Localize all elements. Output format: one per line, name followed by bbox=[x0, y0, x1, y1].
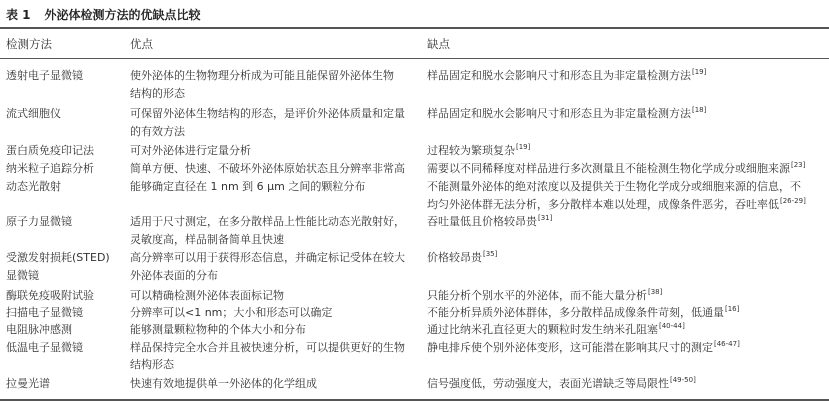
citation: [19] bbox=[516, 143, 531, 151]
cons-text: 信号强度低，劳动强度大，表面光谱缺乏等局限性 bbox=[427, 377, 669, 390]
citation: [49-50] bbox=[670, 376, 696, 384]
cons-cell bbox=[427, 68, 706, 84]
cons-text: 只能分析个别水平的外泌体，而不能大量分析 bbox=[427, 289, 647, 302]
citation: [31] bbox=[538, 214, 553, 222]
citation: [40-44] bbox=[659, 322, 685, 330]
top-rule bbox=[0, 27, 829, 29]
cons-text: 静电排斥使个别外泌体变形，这可能潜在影响其尺寸的测定 bbox=[427, 341, 713, 354]
pros-cell: 样品保持完全水合并且被快速分析，可以提供更好的生物 bbox=[130, 341, 405, 354]
pros-cell-line2: 结构的形态 bbox=[130, 87, 185, 100]
method-cell: 低温电子显微镜 bbox=[6, 341, 83, 354]
method-cell: 电阻脉冲感测 bbox=[6, 323, 72, 336]
cons-cell-line2 bbox=[427, 197, 806, 213]
citation: [26-29] bbox=[780, 197, 806, 205]
cons-cell bbox=[427, 106, 706, 122]
header-method: 检测方法 bbox=[6, 37, 52, 51]
cons-cell bbox=[427, 305, 739, 321]
method-cell-line2: 显微镜 bbox=[6, 269, 39, 282]
citation: [19] bbox=[692, 68, 707, 76]
pros-cell: 能够测量颗粒物种的个体大小和分布 bbox=[130, 323, 306, 336]
cons-cell bbox=[427, 161, 805, 177]
header-pros: 优点 bbox=[130, 37, 153, 51]
citation: [35] bbox=[483, 250, 498, 258]
pros-cell: 快速有效地提供单一外泌体的化学组成 bbox=[130, 377, 317, 390]
method-cell: 纳米粒子追踪分析 bbox=[6, 162, 94, 175]
cons-text: 均匀外泌体群无法分析，多分散样本难以处理，成像条件恶劣，吞吐率低 bbox=[427, 198, 779, 211]
citation: [16] bbox=[725, 305, 740, 313]
citation: [18] bbox=[692, 106, 707, 114]
pros-cell-line2: 灵敏度高，样品制备简单且快速 bbox=[130, 233, 284, 246]
method-cell: 扫描电子显微镜 bbox=[6, 306, 83, 319]
cons-cell bbox=[427, 322, 685, 338]
method-cell: 蛋白质免疫印记法 bbox=[6, 144, 94, 157]
pros-cell: 可以精确检测外泌体表面标记物 bbox=[130, 289, 284, 302]
cons-cell bbox=[427, 340, 740, 356]
table-number: 表 1 bbox=[6, 8, 31, 22]
table-title bbox=[6, 6, 201, 23]
pros-cell: 可对外泌体进行定量分析 bbox=[130, 144, 251, 157]
cons-text: 样品固定和脱水会影响尺寸和形态且为非定量检测方法 bbox=[427, 107, 691, 120]
pros-cell: 高分辨率可以用于获得形态信息，并确定标记受体在较大 bbox=[130, 251, 405, 264]
bottom-rule bbox=[0, 399, 829, 401]
cons-text: 吞吐量低且价格较昂贵 bbox=[427, 215, 537, 228]
citation: [46-47] bbox=[714, 340, 740, 348]
cons-cell bbox=[427, 250, 497, 266]
cons-cell: 不能测量外泌体的绝对浓度以及提供关于生物化学成分或细胞来源的信息，不 bbox=[427, 180, 801, 193]
pros-cell: 能够确定直径在 1 nm 到 6 μm 之间的颗粒分布 bbox=[130, 180, 366, 193]
cons-text: 价格较昂贵 bbox=[427, 251, 482, 264]
header-rule bbox=[0, 58, 829, 59]
pros-cell: 分辨率可以<1 nm；大小和形态可以确定 bbox=[130, 306, 333, 319]
table-caption: 外泌体检测方法的优缺点比较 bbox=[44, 8, 201, 22]
method-cell: 拉曼光谱 bbox=[6, 377, 50, 390]
pros-cell-line2: 外泌体表面的分布 bbox=[130, 269, 218, 282]
cons-text: 需要以不同稀释度对样品进行多次测量且不能检测生物化学成分或细胞来源 bbox=[427, 162, 790, 175]
cons-text: 样品固定和脱水会影响尺寸和形态且为非定量检测方法 bbox=[427, 69, 691, 82]
citation: [38] bbox=[648, 288, 663, 296]
pros-cell: 适用于尺寸测定，在多分散样品上性能比动态光散射好， bbox=[130, 215, 405, 228]
cons-text: 过程较为繁琐复杂 bbox=[427, 144, 515, 157]
pros-cell-line2: 的有效方法 bbox=[130, 125, 185, 138]
method-cell: 酶联免疫吸附试验 bbox=[6, 289, 94, 302]
method-cell: 原子力显微镜 bbox=[6, 215, 72, 228]
method-cell: 动态光散射 bbox=[6, 180, 61, 193]
method-cell: 受激发射损耗(STED) bbox=[6, 251, 110, 264]
cons-cell bbox=[427, 214, 552, 230]
cons-text: 不能分析异质外泌体群体，多分散样品成像条件苛刻，低通量 bbox=[427, 306, 724, 319]
pros-cell: 可保留外泌体生物结构的形态，是评价外泌体质量和定量 bbox=[130, 107, 405, 120]
header-cons: 缺点 bbox=[427, 37, 450, 51]
cons-cell bbox=[427, 288, 662, 304]
citation: [23] bbox=[791, 161, 806, 169]
cons-text: 通过比纳米孔直径更大的颗粒时发生纳米孔阻塞 bbox=[427, 323, 658, 336]
method-cell: 流式细胞仪 bbox=[6, 107, 61, 120]
pros-cell: 简单方便、快速、不破坏外泌体原始状态且分辨率非常高 bbox=[130, 162, 405, 175]
pros-cell-line2: 结构形态 bbox=[130, 358, 174, 371]
pros-cell: 使外泌体的生物物理分析成为可能且能保留外泌体生物 bbox=[130, 69, 394, 82]
method-cell: 透射电子显微镜 bbox=[6, 69, 83, 82]
cons-cell bbox=[427, 376, 696, 392]
cons-cell bbox=[427, 143, 530, 159]
